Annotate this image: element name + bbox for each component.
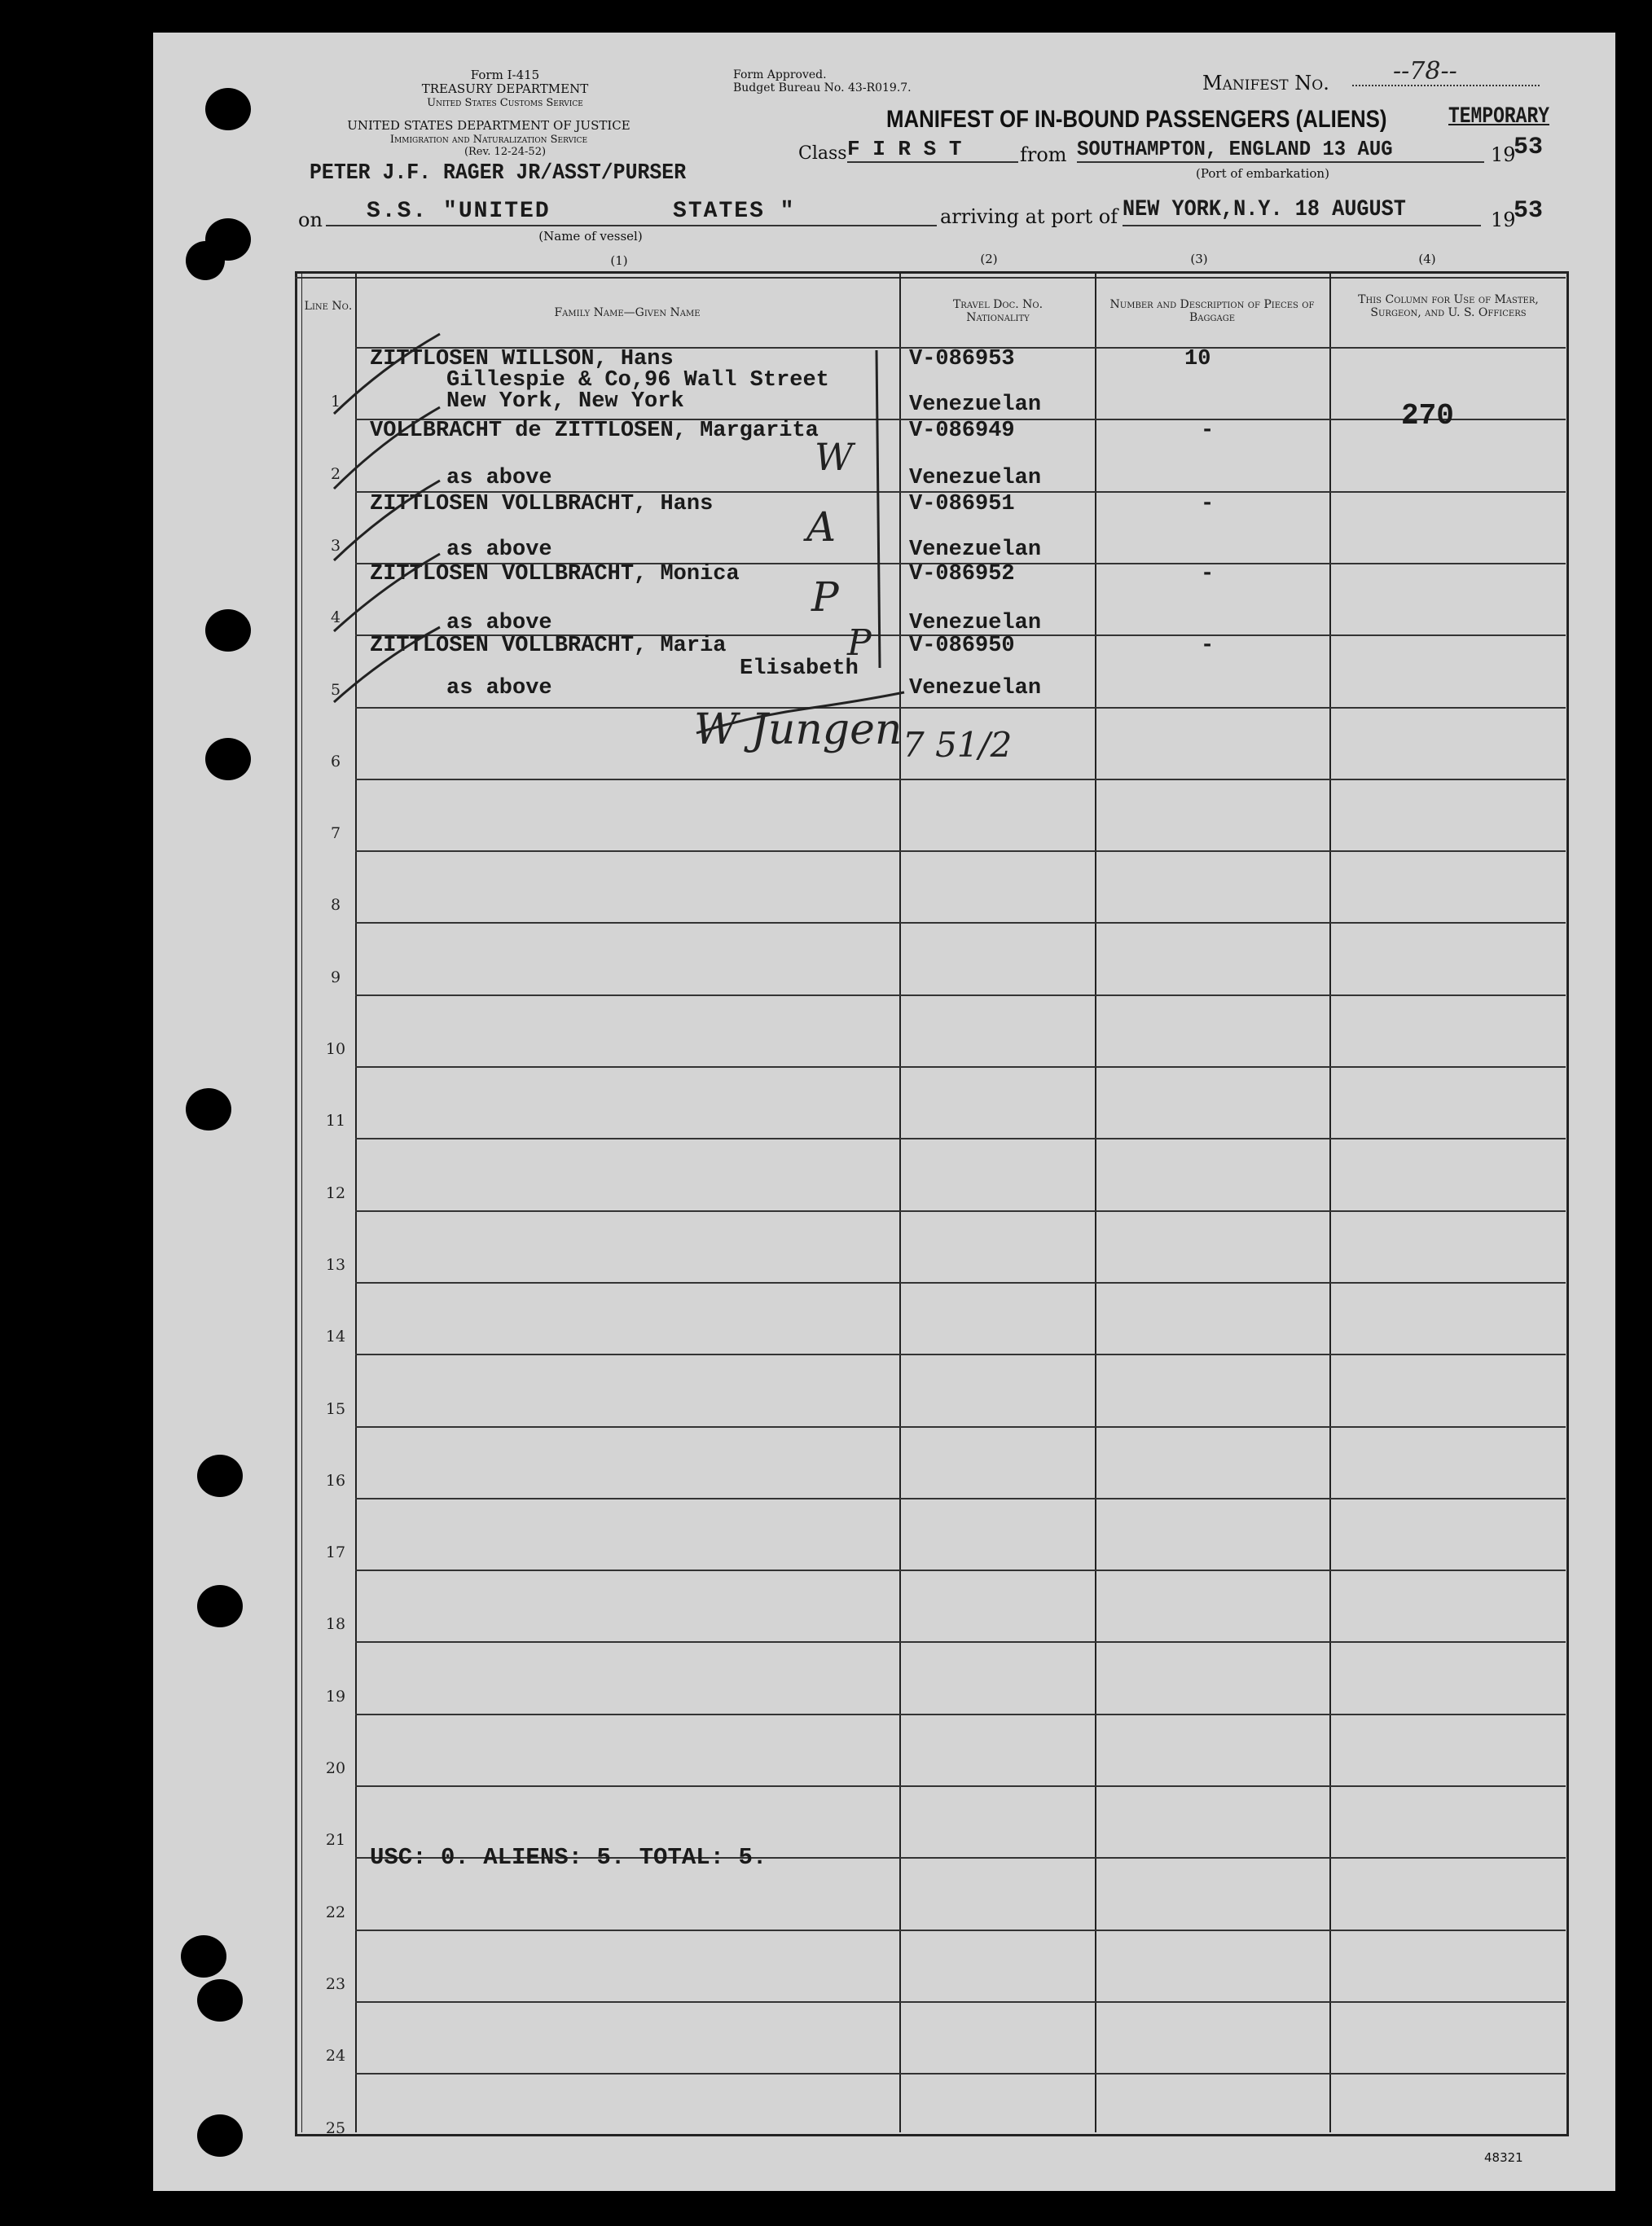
temporary-stamp: TEMPORARY [1448,104,1550,130]
passenger-name: ZITTLOSEN WILLSON, Hans [370,347,674,371]
line-number: 23 [325,1974,346,1993]
form-approved: Form Approved. [733,68,827,81]
line-number: 11 [325,1112,346,1131]
line-number: 8 [330,896,341,915]
embark-year: 53 [1514,134,1544,161]
passenger-address: as above [446,611,552,635]
passenger-address: as above [446,466,552,490]
customs-service: United States Customs Service [427,97,583,109]
bracket-line [877,350,880,668]
handwritten-mark: P [811,573,839,621]
embark-year-prefix: 19 [1491,143,1516,166]
line-number: 9 [330,968,341,986]
arrival-year-prefix: 19 [1491,209,1516,231]
passenger-name: ZITTLOSEN VOLLBRACHT, Maria [370,634,727,658]
from-label: from [1020,143,1067,166]
footer-code: 48321 [1484,2150,1523,2165]
arrival-year: 53 [1514,197,1544,225]
on-label: on [298,209,323,231]
dept-of-justice: UNITED STATES DEPARTMENT OF JUSTICE [347,118,630,133]
handwritten-mark: W [815,435,854,479]
passenger-summary: USC: 0. ALIENS: 5. TOTAL: 5. [370,1844,767,1871]
class-value: F I R S T [847,137,962,161]
officer-name: PETER J.F. RAGER JR/ASST/PURSER [310,161,687,186]
col-header-officers: This Column for Use of Master, Surgeon, and U. S. Officers [1358,293,1539,319]
nationality: Venezuelan [909,466,1042,490]
col-number-4: (4) [1418,252,1436,266]
line-number: 16 [325,1471,346,1490]
passenger-name: ZITTLOSEN VOLLBRACHT, Hans [370,492,714,516]
col-header-line-no: Line No. [304,300,353,313]
travel-doc-no: V-086953 [909,347,1015,371]
check-mark [334,334,440,414]
travel-doc-no: V-086949 [909,419,1015,443]
budget-bureau: Budget Bureau No. 43-R019.7. [733,81,912,94]
line-number: 22 [325,1903,346,1921]
passenger-address: as above [446,538,552,562]
check-mark [334,407,440,489]
line-number: 19 [325,1687,346,1706]
nationality: Venezuelan [909,538,1042,562]
handwritten-fraction: 7 51/2 [903,725,1013,765]
baggage-count: - [1201,492,1215,516]
line-number: 18 [325,1615,346,1634]
line-number: 20 [325,1759,346,1777]
arriving-label: arriving at port of [940,205,1118,228]
line-number: 15 [325,1399,346,1418]
manifest-number: --78-- [1393,57,1457,86]
line-number: 14 [325,1328,346,1346]
arrival-port-date: NEW YORK,N.Y. 18 AUGUST [1123,197,1406,222]
col-number-3: (3) [1190,252,1208,266]
line-number: 7 [330,824,341,843]
check-mark [334,627,440,702]
col-header-travel-doc: Travel Doc. No. Nationality [952,298,1043,324]
baggage-count: - [1201,562,1215,586]
line-number: 5 [330,680,341,699]
revision-date: (Rev. 12-24-52) [464,146,547,158]
baggage-count: 10 [1184,347,1211,371]
travel-doc-no: V-086950 [909,634,1015,658]
nationality: Venezuelan [909,611,1042,635]
col-number-1: (1) [610,253,628,268]
line-number: 6 [330,752,341,771]
line-number: 10 [325,1040,346,1058]
manifest-title: MANIFEST OF IN-BOUND PASSENGERS (ALIENS) [886,106,1387,133]
nationality: Venezuelan [909,393,1042,417]
line-number: 3 [330,536,341,555]
vessel-caption: (Name of vessel) [538,229,643,244]
line-number: 12 [325,1183,346,1202]
port-of-embarkation: SOUTHAMPTON, ENGLAND 13 AUG [1077,137,1393,161]
immigration-service: Immigration and Naturalization Service [389,134,588,146]
passenger-address: as above [446,676,552,700]
travel-doc-no: V-086951 [909,492,1015,516]
travel-doc-no: V-086952 [909,562,1015,586]
line-number: 17 [325,1543,346,1562]
officer-entry: 270 [1401,399,1454,432]
line-number: 25 [325,2118,346,2137]
form-id: Form I-415 [470,68,540,82]
line-number: 21 [325,1831,346,1850]
baggage-count: - [1201,419,1215,443]
passenger-name-cont: Elisabeth [740,656,859,681]
line-number: 2 [330,464,341,483]
line-number: 4 [330,608,341,627]
passenger-name: VOLLBRACHT de ZITTLOSEN, Margarita [370,419,819,443]
handwritten-signature: W Jungen [694,705,903,754]
baggage-count: - [1201,634,1215,658]
passenger-address: Gillespie & Co,96 Wall Street [446,368,829,393]
class-label: Class [798,143,847,164]
line-number: 24 [325,2047,346,2066]
col-number-2: (2) [980,252,998,266]
treasury-department: TREASURY DEPARTMENT [421,81,589,96]
check-mark [334,481,440,560]
nationality: Venezuelan [909,676,1042,700]
col-header-baggage: Number and Description of Pieces of Baggage [1109,298,1315,324]
handwritten-mark: P [847,622,872,664]
manifest-no-label: Manifest No. [1202,72,1329,94]
line-number: 13 [325,1255,346,1274]
check-mark [334,554,440,631]
embarkation-caption: (Port of embarkation) [1196,166,1329,181]
vessel-name: S.S. "UNITED STATES " [367,199,796,224]
passenger-name: ZITTLOSEN VOLLBRACHT, Monica [370,562,740,586]
passenger-address: New York, New York [446,389,684,414]
line-number: 1 [330,393,341,411]
handwritten-mark: A [806,503,837,551]
col-header-name: Family Name—Given Name [554,306,701,319]
